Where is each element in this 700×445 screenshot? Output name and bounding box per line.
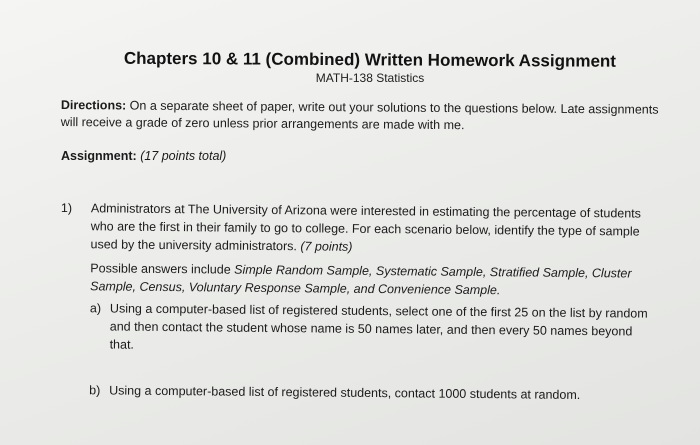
sub-question-label: a) [89,301,102,316]
assignment-points: (17 points total) [140,149,227,163]
question-prompt: Administrators at The University of Arizona were interested in estimating the percentage of students who are the first in their family to go to college. For each scenario below, identify the type of sample used by the university administrators. [90,201,642,254]
assignment-label: Assignment: [61,149,137,163]
assignment-title: Chapters 10 & 11 (Combined) Written Homework Assignment [123,48,617,71]
directions-text: On a separate sheet of paper, write out your solutions to the questions below. Late assignments will receive a grade of zero unless prior arrangements are made with me. [60,98,659,133]
assignment-line [61,149,226,163]
sub-question-b [89,381,649,404]
question-1 [60,199,661,402]
possible-answers [90,259,650,300]
directions-label: Directions: [60,97,127,113]
directions-paragraph [61,97,661,136]
question-points: (7 points) [300,239,353,254]
sub-question-label: b) [89,383,101,398]
question-number: 1) [60,200,73,216]
course-name: MATH-138 Statistics [315,71,425,85]
sub-question-text: Using a computer-based list of registered students, contact 1000 students at random. [109,383,581,402]
possible-answers-intro: Possible answers include [90,261,231,277]
sub-question-a [90,299,650,358]
sub-question-text: Using a computer-based list of registered students, select one of the first 25 on the list by random and then contact the student whose name is 50 names later, and then every 50 names beyond that. [109,301,648,352]
possible-answers-list: Simple Random Sample, Systematic Sample, Stratified Sample, Cluster Sample, Census, Voluntary Response Sample, and Convenience Sample. [90,262,632,298]
question-text [90,199,650,258]
question-body [89,199,651,404]
